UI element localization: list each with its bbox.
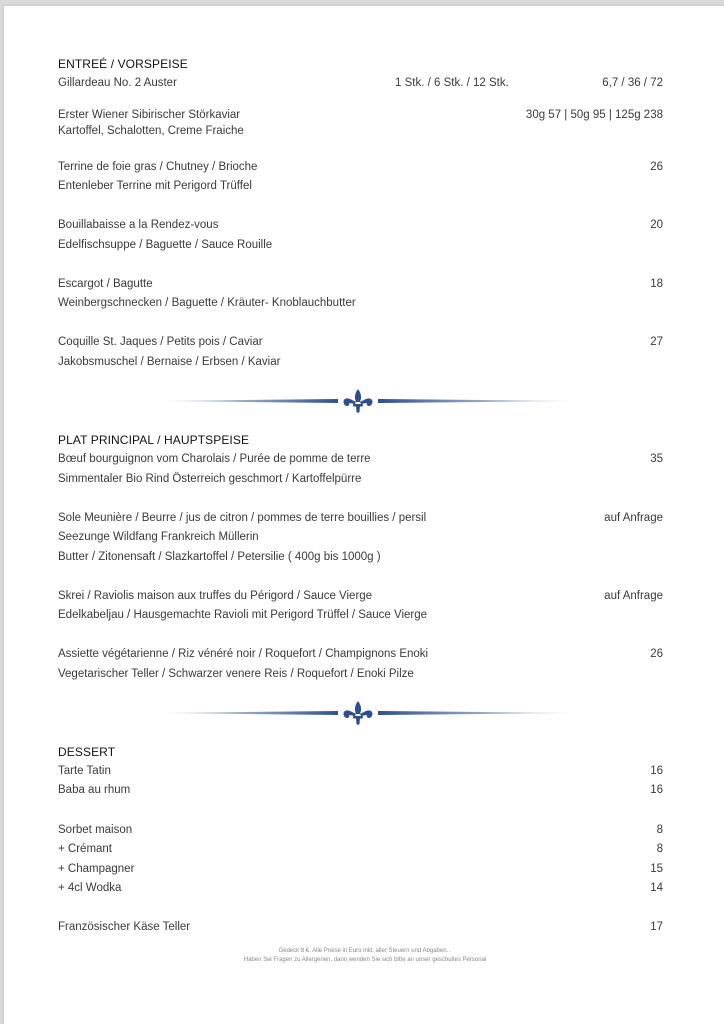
dessert-item-name: + Champagner [58,863,135,875]
section-heading-mains: PLAT PRINCIPAL / HAUPTSPEISE [58,433,250,447]
bouillabaisse-desc: Edelfischsuppe / Baguette / Sauce Rouille [58,239,273,251]
bouillabaisse-price: 20 [650,219,663,231]
dessert-item-price: 14 [650,882,663,894]
skrei-price: auf Anfrage [604,590,663,602]
fleur-de-lis-icon [344,701,373,725]
section-heading-dessert: DESSERT [58,745,116,759]
caviar-desc: Kartoffel, Schalotten, Creme Fraiche [58,125,244,137]
coquille-price: 27 [650,336,663,348]
sole-desc: Seezunge Wildfang Frankreich Müllerin [58,531,259,543]
sole-price: auf Anfrage [604,512,663,524]
dessert-item-price: 16 [650,784,663,796]
coquille-name: Coquille St. Jaques / Petits pois / Caviar [58,336,263,348]
dessert-item-name: Sorbet maison [58,824,133,836]
dessert-item-name: + Crémant [58,843,113,855]
dessert-item-name: Tarte Tatin [58,765,111,777]
boeuf-name: Bœuf bourguignon vom Charolais / Purée de pomme de terre [58,453,371,465]
dessert-item-name: Französischer Käse Teller [58,921,191,933]
fleur-de-lis-icon [344,389,373,413]
escargot-price: 18 [650,278,663,290]
section-divider [152,700,584,726]
caviar-name: Erster Wiener Sibirischer Störkaviar [58,109,241,121]
sole-desc-2: Butter / Zitonensaft / Slazkartoffel / Petersilie ( 400g bis 1000g ) [58,551,381,563]
menu-page [4,6,724,1024]
vegetarian-price: 26 [650,648,663,660]
boeuf-desc: Simmentaler Bio Rind Österreich geschmort / Kartoffelpürre [58,473,362,485]
sole-name: Sole Meunière / Beurre / jus de citron / pommes de terre bouillies / persil [58,512,427,524]
caviar-price: 30g 57 | 50g 95 | 125g 238 [525,109,663,121]
oyster-name: Gillardeau No. 2 Auster [58,77,177,89]
vegetarian-name: Assiette végétarienne / Riz vénéré noir / Roquefort / Champignons Enoki [58,648,429,660]
boeuf-price: 35 [650,453,663,465]
vegetarian-desc: Vegetarischer Teller / Schwarzer venere Reis / Roquefort / Enoki Pilze [58,668,414,680]
bouillabaisse-name: Bouillabaisse a la Rendez-vous [58,219,219,231]
dessert-item-name: + 4cl Wodka [58,882,122,894]
terrine-desc: Entenleber Terrine mit Perigord Trüffel [58,180,252,192]
dessert-item-name: Baba au rhum [58,784,131,796]
footer-line-1: Gedeck 8 €. Alle Preise in Euro inkl. aller Steuern und Abgaben. . [278,948,452,954]
dessert-item-price: 15 [650,863,663,875]
section-divider [152,388,584,414]
terrine-name: Terrine de foie gras / Chutney / Brioche [58,161,258,173]
footer-line-2: Haben Sie Fragen zu Allergenen, dann wenden Sie sich bitte an unser geschultes Personal [243,957,487,963]
oyster-price: 6,7 / 36 / 72 [602,77,663,89]
dessert-item-price: 17 [650,921,663,933]
skrei-name: Skrei / Raviolis maison aux truffes du Périgord / Sauce Vierge [58,590,373,602]
escargot-desc: Weinbergschnecken / Baguette / Kräuter- Knoblauchbutter [58,297,356,309]
dessert-item-price: 8 [656,824,663,836]
oyster-sizes: 1 Stk. / 6 Stk. / 12 Stk. [395,77,509,89]
dessert-item-price: 8 [656,843,663,855]
terrine-price: 26 [650,161,663,173]
section-heading-starters: ENTREÉ / VORSPEISE [58,57,188,71]
footer-note [200,947,530,965]
skrei-desc: Edelkabeljau / Hausgemachte Ravioli mit Perigord Trüffel / Sauce Vierge [58,609,428,621]
coquille-desc: Jakobsmuschel / Bernaise / Erbsen / Kaviar [58,356,281,368]
dessert-item-price: 16 [650,765,663,777]
escargot-name: Escargot / Bagutte [58,278,153,290]
